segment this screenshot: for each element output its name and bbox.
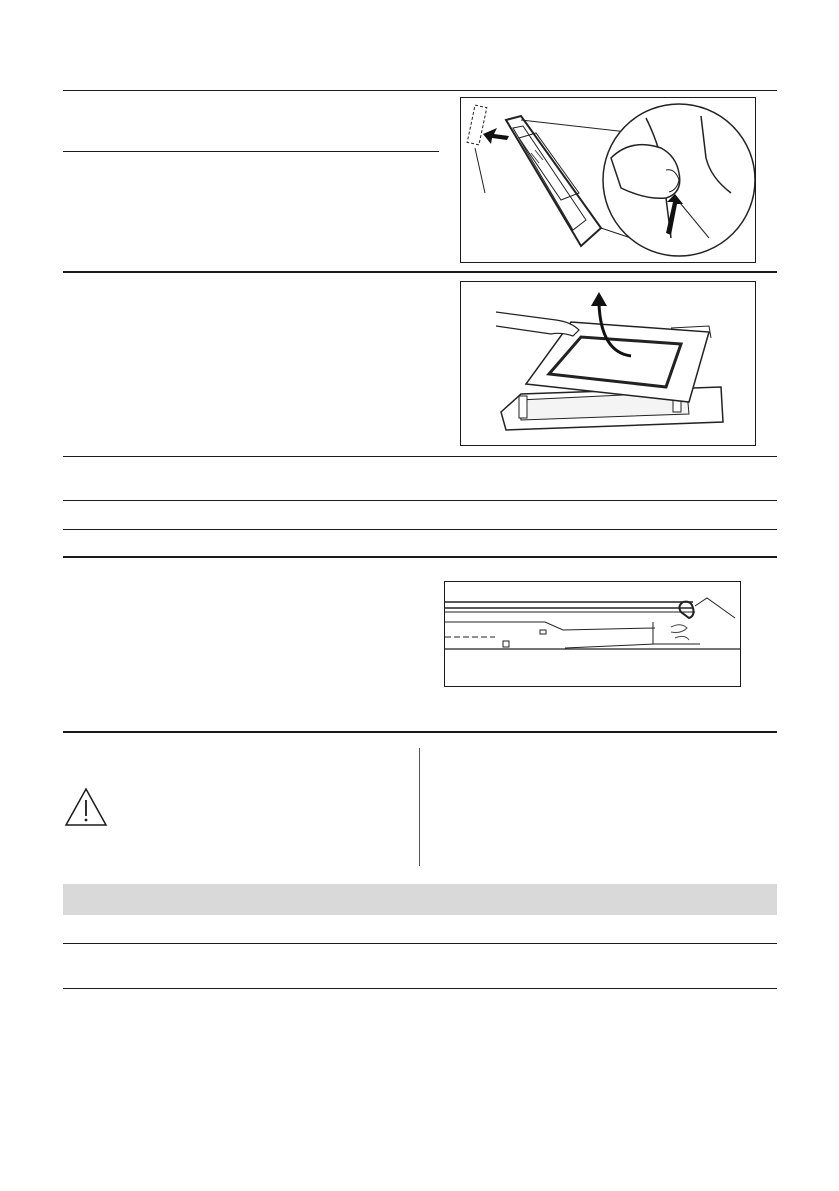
- illustration-door-removal: [460, 97, 756, 263]
- illustration-glass-removal: [460, 281, 756, 446]
- section-divider-1: [63, 90, 777, 91]
- section-divider-5: [63, 529, 777, 530]
- column-separator: [419, 748, 420, 866]
- section-divider-4: [63, 500, 777, 501]
- section-divider-8: [63, 943, 777, 944]
- section-divider-2: [63, 271, 777, 273]
- sub-divider: [63, 151, 439, 152]
- section-divider-7: [63, 731, 777, 733]
- section-banner: [63, 884, 777, 915]
- illustration-panel-seal: [444, 581, 741, 687]
- warning-triangle-icon: [64, 787, 108, 827]
- section-divider-6: [63, 556, 777, 558]
- section-divider-3: [63, 456, 777, 457]
- section-divider-9: [63, 988, 777, 989]
